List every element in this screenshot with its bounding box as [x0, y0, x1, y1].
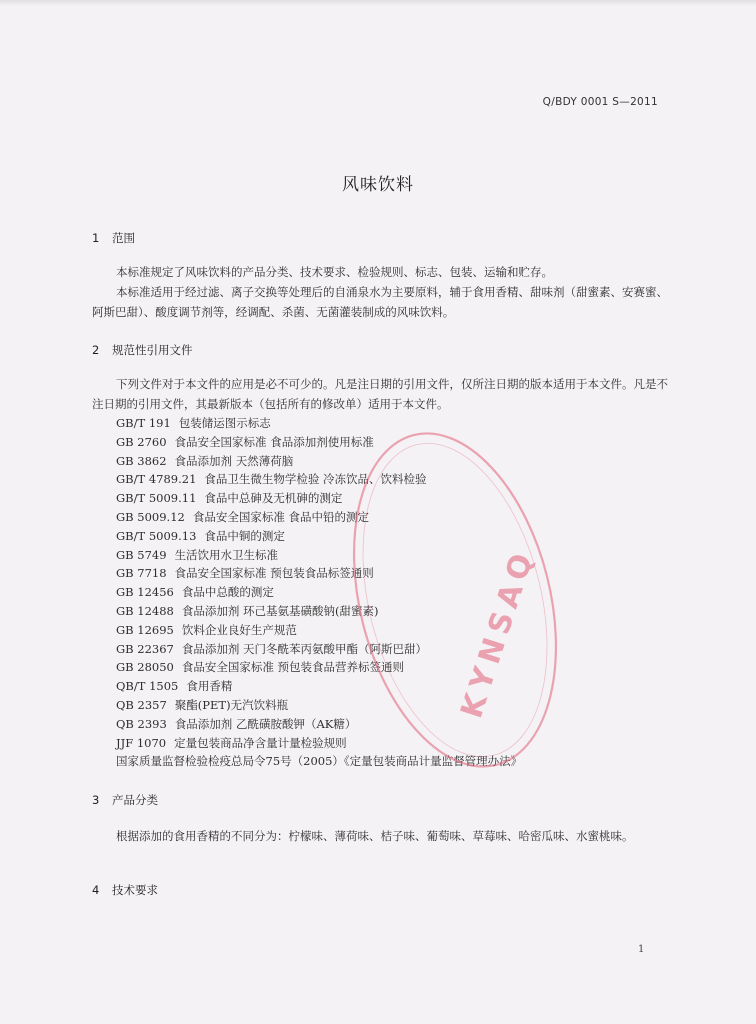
reference-title: 食品添加剂 天门冬酰苯丙氨酸甲酯（阿斯巴甜）: [181, 641, 428, 656]
section-title: 技术要求: [112, 883, 158, 897]
reference-item: [116, 640, 522, 659]
reference-code: QB 2357: [116, 697, 167, 712]
reference-title: 聚酯(PET)无汽饮料瓶: [174, 697, 289, 712]
reference-title: 食品添加剂 乙酰磺胺酸钾（AK糖）: [174, 716, 357, 731]
reference-code: GB/T 191: [116, 416, 171, 430]
reference-title: 生活饮用水卫生标准: [174, 547, 279, 562]
paragraph: 下列文件对于本文件的应用是必不可少的。凡是注日期的引用文件，仅所注日期的版本适用于本文件。凡是不注日期的引用文件，其最新版本（包括所有的修改单）适用于本文件。: [92, 377, 668, 411]
reference-title: 食品安全国家标准 预包装食品营养标签通则: [181, 660, 405, 675]
reference-title: 食品卫生微生物学检验 冷冻饮品、饮料检验: [204, 472, 427, 487]
section-1-body: [92, 262, 672, 322]
reference-title: 定量包装商品净含量计量检验规则: [174, 735, 347, 750]
reference-title: 饮料企业良好生产规范: [181, 622, 297, 637]
reference-code: GB/T 4789.21: [116, 472, 197, 487]
reference-item: [116, 489, 522, 508]
reference-title: 食品添加剂 天然薄荷脑: [174, 453, 294, 468]
reference-item: [116, 696, 522, 715]
section-title: 范围: [112, 231, 135, 245]
reference-item: [116, 433, 522, 452]
reference-code: GB 12488: [116, 603, 174, 618]
reference-code: GB 2760: [116, 434, 167, 449]
reference-title: 食品添加剂 环己基氨基磺酸钠(甜蜜素): [181, 603, 379, 618]
reference-item: [116, 564, 522, 583]
paragraph: 本标准适用于经过滤、离子交换等处理后的自涌泉水为主要原料，辅于食用香精、甜味剂（甜蜜素、安赛蜜、阿斯巴甜）、酸度调节剂等，经调配、杀菌、无菌灌装制成的风味饮料。: [92, 285, 668, 319]
reference-item: [116, 621, 522, 640]
section-title: 产品分类: [112, 793, 158, 807]
section-number: 2: [92, 343, 100, 357]
reference-item: [116, 527, 522, 546]
section-title: 规范性引用文件: [112, 343, 193, 357]
section-number: 3: [92, 793, 100, 807]
reference-item: [116, 677, 522, 696]
standard-code: Q/BDY 0001 S—2011: [542, 96, 658, 108]
reference-code: GB 3862: [116, 453, 167, 468]
reference-title: 食品中总砷及无机砷的测定: [204, 491, 343, 506]
reference-code: GB 5749: [116, 547, 167, 562]
reference-title: 食品中总酸的测定: [181, 585, 274, 600]
reference-item: [116, 752, 522, 771]
page-number: 1: [638, 944, 645, 955]
reference-title: 包装储运图示标志: [178, 416, 271, 430]
reference-code: GB/T 5009.13: [116, 528, 197, 543]
document-title: 风味饮料: [342, 175, 414, 195]
section-number: 4: [92, 883, 100, 897]
reference-item: [116, 470, 522, 489]
reference-code: QB/T 1505: [116, 679, 179, 694]
reference-title: 食品安全国家标准 食品添加剂使用标准: [174, 434, 374, 449]
reference-code: GB 22367: [116, 641, 174, 656]
paragraph: 根据添加的食用香精的不同分为：柠檬味、薄荷味、桔子味、葡萄味、草莓味、哈密瓜味、水蜜桃味。: [116, 829, 634, 843]
reference-code: GB 12695: [116, 622, 174, 637]
reference-code: GB/T 5009.11: [116, 491, 197, 506]
reference-title: 国家质量监督检验检疫总局令75号（2005）《定量包装商品计量监督管理办法》: [116, 754, 523, 769]
section-2-intro: [92, 374, 672, 414]
reference-item: [116, 602, 522, 621]
reference-title: 食品中铜的测定: [204, 528, 285, 543]
scan-edge: [0, 0, 756, 6]
section-4-heading: [92, 882, 158, 898]
stamp-text: KYNSAQ: [454, 543, 543, 723]
reference-title: 食品安全国家标准 预包装食品标签通则: [174, 566, 374, 581]
reference-item: [116, 734, 522, 753]
reference-code: GB 28050: [116, 660, 174, 675]
reference-title: 食用香精: [186, 679, 233, 694]
reference-code: QB 2393: [116, 716, 167, 731]
section-2-heading: [92, 342, 193, 358]
section-3-heading: [92, 792, 158, 808]
reference-code: GB 5009.12: [116, 509, 185, 524]
reference-code: JJF 1070: [116, 735, 167, 750]
reference-item: [116, 583, 522, 602]
reference-code: GB 7718: [116, 566, 167, 581]
reference-item: [116, 508, 522, 527]
reference-item: [116, 546, 522, 565]
section-3-body: [92, 826, 672, 846]
reference-item: [116, 715, 522, 734]
reference-code: GB 12456: [116, 585, 174, 600]
reference-item: [116, 452, 522, 471]
section-1-heading: [92, 230, 135, 246]
reference-list: [116, 414, 522, 771]
section-number: 1: [92, 231, 100, 245]
paragraph: 本标准规定了风味饮料的产品分类、技术要求、检验规则、标志、包装、运输和贮存。: [116, 265, 553, 279]
reference-item: [116, 414, 522, 433]
reference-item: [116, 658, 522, 677]
reference-title: 食品安全国家标准 食品中铅的测定: [192, 509, 370, 524]
